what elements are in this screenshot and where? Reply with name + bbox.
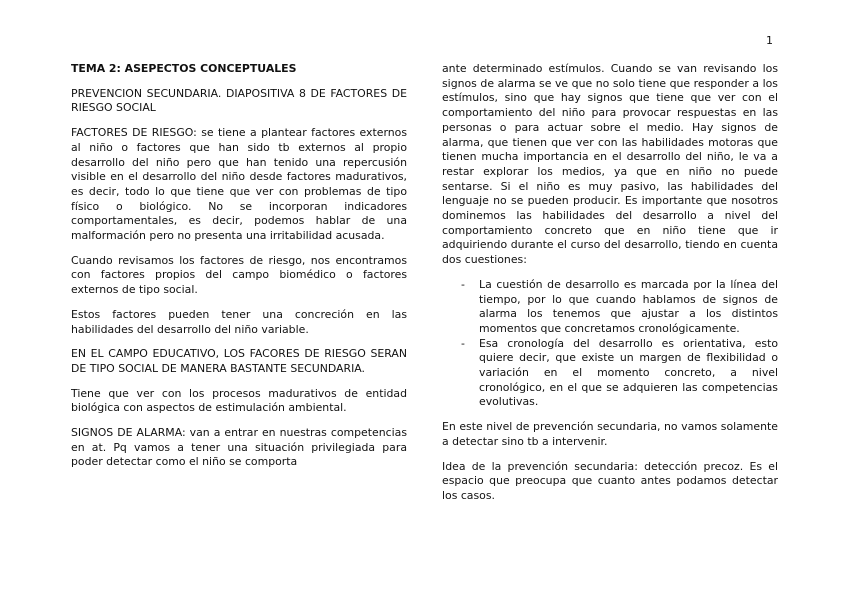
paragraph-concretion: Estos factores pueden tener una concreción en las habilidades del desarrollo del niño variable. xyxy=(71,307,407,336)
dash-bullet: - xyxy=(461,277,465,291)
paragraph-stimuli: ante determinado estímulos. Cuando se van revisando los signos de alarma se ve que no solo tiene que responder a los estímulos, sino que hay signos que tiene que ver con el comportamiento del niño para provocar respuestas en las personas o para actuar sobre el medio. Hay signos de alarma, que tienen que ver con las habilidades motoras que tienen mucha importancia en el desarrollo del niño, le va a restar explorar los medios, ya que en niño no puede sentarse. Si el niño es muy pasivo, las habilidades del lenguaje no se pueden producir. Es importante que nosotros dominemos las habilidades del desarrollo a nivel del comportamiento concreto que en niño tiene que ir adquiriendo durante el curso del desarrollo, tiendo en cuenta dos cuestiones: xyxy=(442,62,778,267)
paragraph-early-detection: Idea de la prevención secundaria: detección precoz. Es el espacio que preocupa que cuanto antes podamos detectar los casos. xyxy=(442,459,778,502)
paragraph-warning-signs: SIGNOS DE ALARMA: van a entrar en nuestras competencias en at. Pq vamos a tener una situación privilegiada para poder detectar como el niño se comporta xyxy=(71,426,407,469)
page-number: 1 xyxy=(766,34,773,47)
list-item xyxy=(442,278,778,337)
bullet-list xyxy=(442,278,778,410)
left-column xyxy=(71,62,407,480)
paragraph-educational-field: EN EL CAMPO EDUCATIVO, LOS FACORES DE RIESGO SERAN DE TIPO SOCIAL DE MANERA BASTANTE SECUNDARIA. xyxy=(71,347,407,375)
paragraph-intervention: En este nivel de prevención secundaria, no vamos solamente a detectar sino tb a intervenir. xyxy=(442,420,778,448)
right-column xyxy=(442,62,778,514)
document-title: TEMA 2: ASEPECTOS CONCEPTUALES xyxy=(71,62,297,75)
list-item xyxy=(442,337,778,411)
paragraph-prevention-heading: PREVENCION SECUNDARIA. DIAPOSITIVA 8 DE FACTORES DE RIESGO SOCIAL xyxy=(71,86,407,115)
paragraph-review-risk-factors: Cuando revisamos los factores de riesgo, nos encontramos con factores propios del campo biomédico o factores externos de tipo social. xyxy=(71,253,407,297)
list-item-text: La cuestión de desarrollo es marcada por la línea del tiempo, por lo que cuando hablamos de signos de alarma los tenemos que ajustar a los distintos momentos que concretamos cronológicamente. xyxy=(479,277,778,335)
list-item-text: Esa cronología del desarrollo es orientativa, esto quiere decir, que existe un margen de flexibilidad o variación en el momento concreto, a nivel cronológico, en el que se adquieren las competencias evolutivas. xyxy=(479,336,778,409)
paragraph-risk-factors: FACTORES DE RIESGO: se tiene a plantear factores externos al niño o factores que han sido tb externos al propio desarrollo del niño pero que han tenido una repercusión visible en el desarrollo del niño desde factores madurativos, es decir, todo lo que tiene que ver con problemas de tipo físico o biológico. No se incorporan indicadores comportamentales, es decir, podemos hablar de una malformación pero no presenta una irritabilidad acusada. xyxy=(71,126,407,243)
paragraph-maturational-processes: Tiene que ver con los procesos madurativos de entidad biológica con aspectos de estimulación ambiental. xyxy=(71,386,407,415)
dash-bullet: - xyxy=(461,336,465,350)
